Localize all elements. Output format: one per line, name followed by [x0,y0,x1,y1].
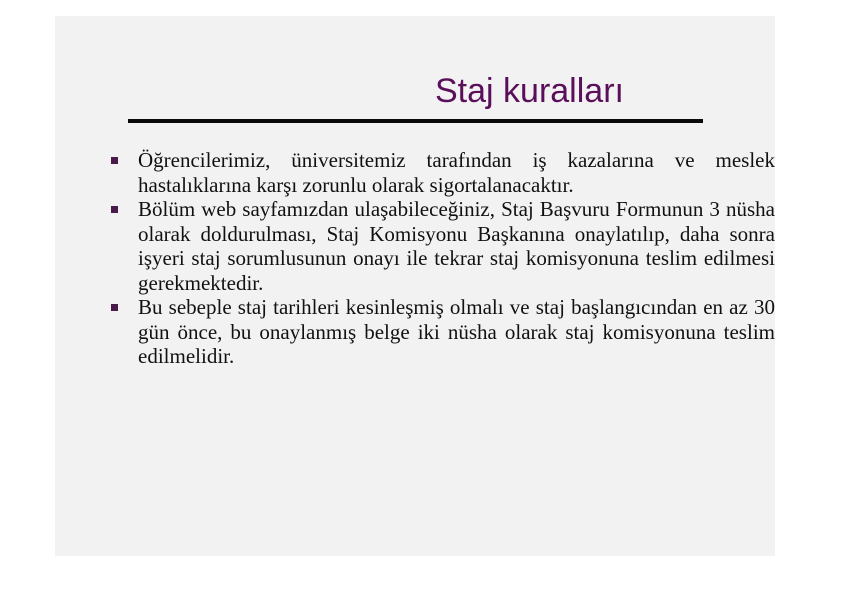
square-bullet-icon [111,157,118,164]
square-bullet-icon [111,304,118,311]
bullet-text: Bu sebeple staj tarihleri kesinleşmiş olmalı ve staj başlangıcından en az 30 gün önce, bu onaylanmış belge iki nüsha olarak staj komisyonuna teslim edilmelidir. [138,295,775,368]
bullet-text: Bölüm web sayfamızdan ulaşabileceğiniz, Staj Başvuru Formunun 3 nüsha olarak doldurulması, Staj Komisyonu Başkanına onaylatılıp, daha sonra işyeri staj sorumlusunun onayı ile tekrar staj komisyonuna teslim edilmesi gerekmektedir. [138,197,775,295]
square-bullet-icon [111,206,118,213]
bullet-item-deadline [105,295,775,369]
bullet-item-insurance [105,148,775,197]
slide [55,16,775,556]
slide-title: Staj kuralları [435,72,624,110]
bullet-text: Öğrencilerimiz, üniversitemiz tarafından iş kazalarına ve meslek hastalıklarına karşı zorunlu olarak sigortalanacaktır. [138,148,775,197]
title-underline [128,119,703,123]
bullet-item-application-form [105,197,775,295]
bullet-list [105,148,775,369]
